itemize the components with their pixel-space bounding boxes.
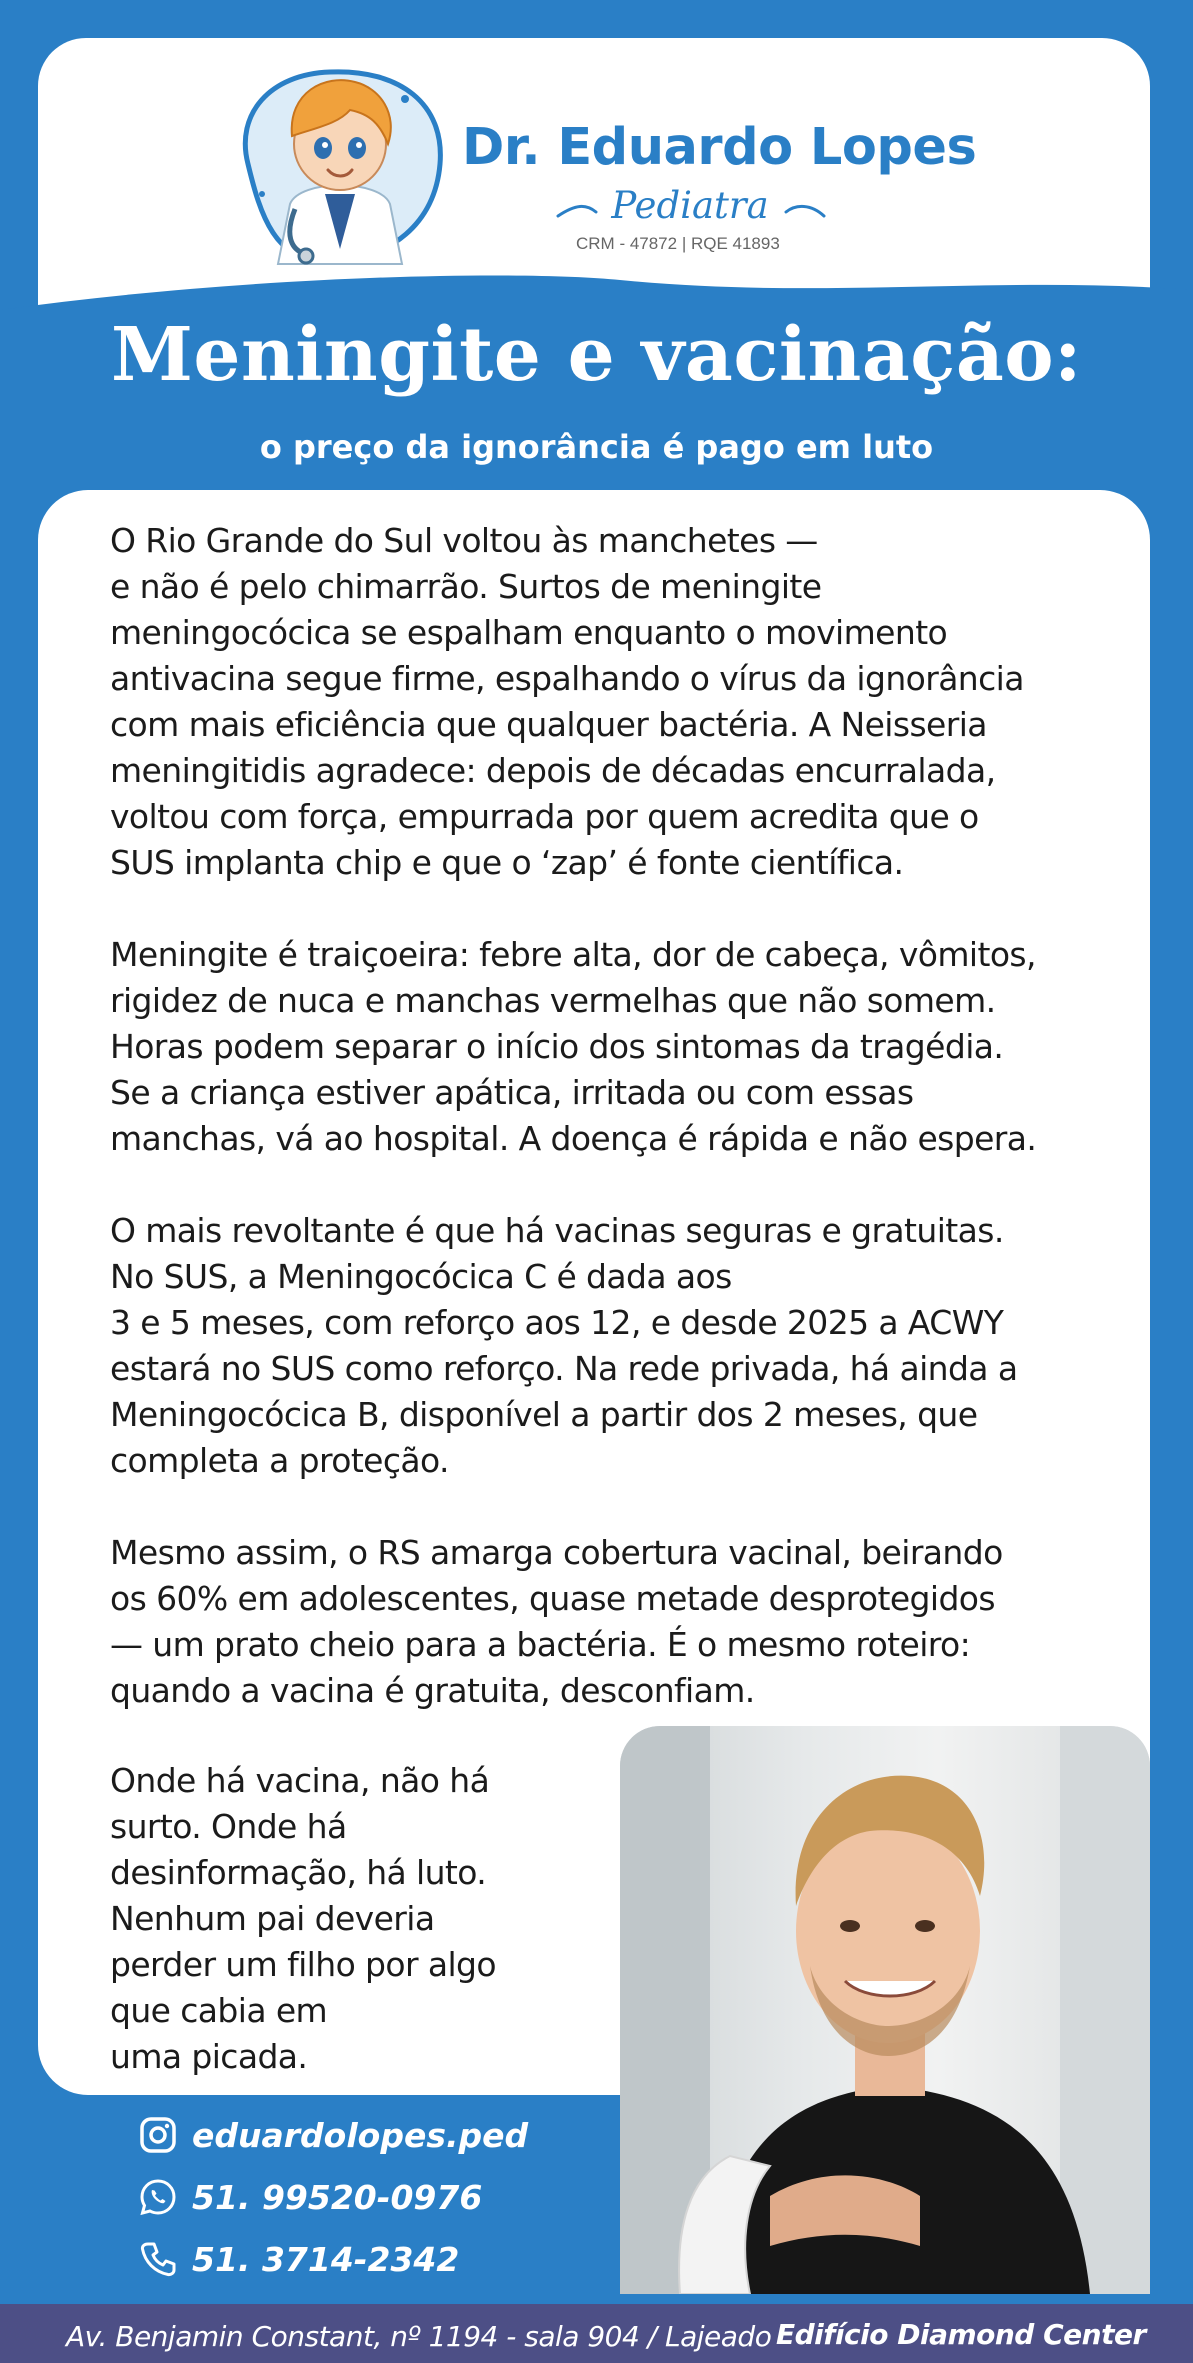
text-line: Horas podem separar o início dos sintomas da tragédia. xyxy=(110,1027,1004,1066)
whatsapp-number: 51. 99520-0976 xyxy=(192,2177,483,2217)
text-line: No SUS, a Meningocócica C é dada aos xyxy=(110,1257,732,1296)
doctor-photo xyxy=(620,1726,1150,2294)
text-line: SUS implanta chip e que o ‘zap’ é fonte científica. xyxy=(110,843,904,882)
text-line: Mesmo assim, o RS amarga cobertura vacinal, beirando xyxy=(110,1533,1003,1572)
text-line: e não é pelo chimarrão. Surtos de meningite xyxy=(110,567,822,606)
text-line: Nenhum pai deveria xyxy=(110,1899,435,1938)
contact-whatsapp[interactable] xyxy=(138,2172,482,2222)
text-line: O mais revoltante é que há vacinas seguras e gratuitas. xyxy=(110,1211,1004,1250)
text-line: os 60% em adolescentes, quase metade desprotegidos xyxy=(110,1579,995,1618)
text-line: estará no SUS como reforço. Na rede privada, há ainda a xyxy=(110,1349,1018,1388)
text-line: Se a criança estiver apática, irritada ou com essas xyxy=(110,1073,914,1112)
cartoon-doctor-boy-logo xyxy=(230,44,450,269)
closing-paragraph xyxy=(110,1758,580,2080)
article-paragraph xyxy=(110,1530,1120,1714)
text-line: desinformação, há luto. xyxy=(110,1853,487,1892)
text-line: O Rio Grande do Sul voltou às manchetes — xyxy=(110,521,818,560)
phone-number: 51. 3714-2342 xyxy=(192,2239,460,2279)
text-line: — um prato cheio para a bactéria. É o mesmo roteiro: xyxy=(110,1625,971,1664)
contact-phone[interactable] xyxy=(138,2234,459,2284)
headline-title: Meningite e vacinação: xyxy=(111,312,1082,398)
text-line: Meningocócica B, disponível a partir dos 2 meses, que xyxy=(110,1395,978,1434)
article-body xyxy=(110,518,1120,1760)
text-line: meningocócica se espalham enquanto o movimento xyxy=(110,613,948,652)
phone-icon xyxy=(138,2239,178,2279)
text-line: Meningite é traiçoeira: febre alta, dor de cabeça, vômitos, xyxy=(110,935,1036,974)
contact-instagram[interactable] xyxy=(138,2110,528,2160)
footer-address: Av. Benjamin Constant, nº 1194 - sala 904 / Lajeado xyxy=(66,2320,772,2353)
headline-subtitle: o preço da ignorância é pago em luto xyxy=(259,428,934,466)
article-paragraph xyxy=(110,932,1120,1162)
doctor-portrait-illustration xyxy=(620,1726,1150,2294)
brand-name: Dr. Eduardo Lopes xyxy=(462,118,977,177)
text-line: rigidez de nuca e manchas vermelhas que não somem. xyxy=(110,981,996,1020)
text-line: 3 e 5 meses, com reforço aos 12, e desde 2025 a ACWY xyxy=(110,1303,1004,1342)
article-paragraph xyxy=(110,1208,1120,1484)
text-line: que cabia em xyxy=(110,1991,328,2030)
whatsapp-icon xyxy=(138,2177,178,2217)
text-line: com mais eficiência que qualquer bactéria. A Neisseria xyxy=(110,705,987,744)
text-line: uma picada. xyxy=(110,2037,308,2076)
text-line: voltou com força, empurrada por quem acredita que o xyxy=(110,797,979,836)
text-line: meningitidis agradece: depois de décadas encurralada, xyxy=(110,751,996,790)
article-paragraph xyxy=(110,518,1120,886)
text-line: completa a proteção. xyxy=(110,1441,449,1480)
brand-specialty: Pediatra xyxy=(611,184,769,227)
text-line: quando a vacina é gratuita, desconfiam. xyxy=(110,1671,755,1710)
text-line: manchas, vá ao hospital. A doença é rápida e não espera. xyxy=(110,1119,1037,1158)
text-line: antivacina segue firme, espalhando o vírus da ignorância xyxy=(110,659,1024,698)
text-line: surto. Onde há xyxy=(110,1807,347,1846)
brand-registration: CRM - 47872 | RQE 41893 xyxy=(576,234,780,253)
footer-building: Edifício Diamond Center xyxy=(776,2318,1146,2351)
instagram-icon xyxy=(138,2115,178,2155)
text-line: Onde há vacina, não há xyxy=(110,1761,490,1800)
instagram-handle: eduardolopes.ped xyxy=(192,2115,529,2155)
text-line: perder um filho por algo xyxy=(110,1945,496,1984)
